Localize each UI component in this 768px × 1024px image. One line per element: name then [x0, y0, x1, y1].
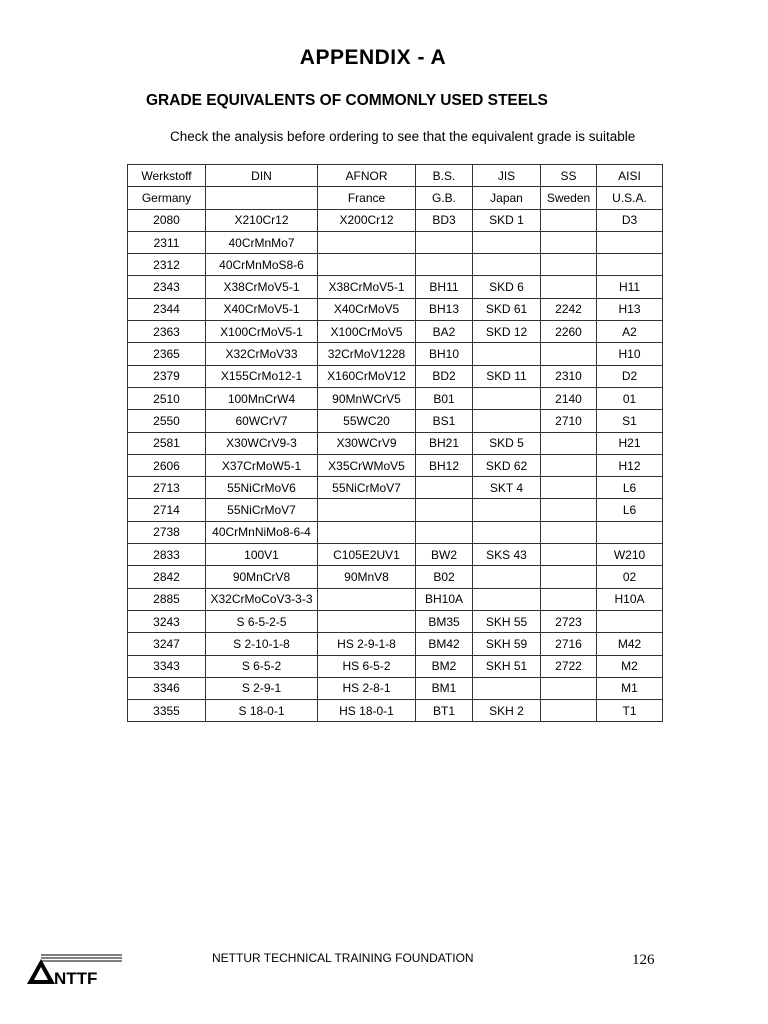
table-row: [128, 677, 663, 699]
table-cell: 100V1: [206, 544, 318, 566]
table-cell: [473, 677, 541, 699]
table-cell: SKH 59: [473, 633, 541, 655]
table-cell: X100CrMoV5: [318, 321, 416, 343]
table-cell: [541, 343, 597, 365]
table-cell: B01: [416, 387, 473, 409]
table-cell: AISI: [597, 165, 663, 187]
table-cell: SKD 12: [473, 321, 541, 343]
table-cell: AFNOR: [318, 165, 416, 187]
table-cell: S1: [597, 410, 663, 432]
table-cell: 02: [597, 566, 663, 588]
table-row: [128, 209, 663, 231]
table-cell: B02: [416, 566, 473, 588]
table-cell: [541, 588, 597, 610]
table-cell: [473, 254, 541, 276]
table-cell: 2310: [541, 365, 597, 387]
table-cell: [541, 454, 597, 476]
table-cell: BH11: [416, 276, 473, 298]
table-row: [128, 655, 663, 677]
table-cell: 90MnCrV8: [206, 566, 318, 588]
table-cell: 60WCrV7: [206, 410, 318, 432]
table-cell: BH10: [416, 343, 473, 365]
table-cell: S 2-10-1-8: [206, 633, 318, 655]
table-cell: BT1: [416, 700, 473, 722]
table-cell: 90MnV8: [318, 566, 416, 588]
table-cell: H10A: [597, 588, 663, 610]
table-cell: 40CrMnMoS8-6: [206, 254, 318, 276]
table-cell: SKT 4: [473, 477, 541, 499]
table-row: [128, 298, 663, 320]
table-cell: SS: [541, 165, 597, 187]
table-cell: 3343: [128, 655, 206, 677]
table-row: [128, 454, 663, 476]
table-cell: BS1: [416, 410, 473, 432]
table-cell: 55WC20: [318, 410, 416, 432]
table-cell: S 18-0-1: [206, 700, 318, 722]
table-cell: X32CrMoV33: [206, 343, 318, 365]
table-row: [128, 544, 663, 566]
page-title: APPENDIX - A: [299, 46, 447, 69]
table-cell: 2080: [128, 209, 206, 231]
table-cell: 2140: [541, 387, 597, 409]
table-cell: [318, 610, 416, 632]
table-cell: 2363: [128, 321, 206, 343]
header-row: [128, 187, 663, 209]
table-cell: 3355: [128, 700, 206, 722]
table-cell: D3: [597, 209, 663, 231]
table-cell: SKS 43: [473, 544, 541, 566]
table-cell: [541, 209, 597, 231]
table-cell: 40CrMnMo7: [206, 231, 318, 253]
table-cell: [473, 343, 541, 365]
table-row: [128, 521, 663, 543]
table-cell: [541, 566, 597, 588]
table-row: [128, 410, 663, 432]
table-cell: 2365: [128, 343, 206, 365]
table-cell: [473, 387, 541, 409]
table-cell: M42: [597, 633, 663, 655]
table-cell: 3346: [128, 677, 206, 699]
table-cell: T1: [597, 700, 663, 722]
table-cell: SKD 6: [473, 276, 541, 298]
table-cell: [318, 231, 416, 253]
table-cell: SKD 5: [473, 432, 541, 454]
table-cell: X200Cr12: [318, 209, 416, 231]
footer-organization: NETTUR TECHNICAL TRAINING FOUNDATION: [212, 951, 474, 965]
table-cell: X210Cr12: [206, 209, 318, 231]
table-cell: BH12: [416, 454, 473, 476]
table-cell: [473, 499, 541, 521]
table-cell: BW2: [416, 544, 473, 566]
table-cell: 2885: [128, 588, 206, 610]
table-cell: S 6-5-2-5: [206, 610, 318, 632]
nttf-triangle-logo-icon: [24, 950, 124, 990]
table-cell: X30WCrV9: [318, 432, 416, 454]
table-cell: [541, 432, 597, 454]
table-cell: HS 2-8-1: [318, 677, 416, 699]
table-cell: [416, 477, 473, 499]
table-row: [128, 499, 663, 521]
page-number: 126: [632, 952, 655, 968]
nttf-logo: [24, 950, 124, 990]
table-cell: X38CrMoV5-1: [206, 276, 318, 298]
table-cell: BH21: [416, 432, 473, 454]
table-cell: 2714: [128, 499, 206, 521]
table-cell: C105E2UV1: [318, 544, 416, 566]
table-cell: 55NiCrMoV7: [206, 499, 318, 521]
table-cell: BD2: [416, 365, 473, 387]
table-cell: X32CrMoCoV3-3-3: [206, 588, 318, 610]
table-cell: HS 18-0-1: [318, 700, 416, 722]
table-cell: [318, 499, 416, 521]
table-cell: 2260: [541, 321, 597, 343]
table-cell: [206, 187, 318, 209]
table-cell: 2344: [128, 298, 206, 320]
table-row: [128, 321, 663, 343]
table-cell: SKD 11: [473, 365, 541, 387]
table-cell: X38CrMoV5-1: [318, 276, 416, 298]
table-cell: X40CrMoV5: [318, 298, 416, 320]
table-cell: [473, 410, 541, 432]
table-cell: 2311: [128, 231, 206, 253]
table-cell: BM1: [416, 677, 473, 699]
table-cell: [473, 231, 541, 253]
table-row: [128, 633, 663, 655]
table-cell: DIN: [206, 165, 318, 187]
table-cell: 01: [597, 387, 663, 409]
table-cell: [541, 254, 597, 276]
table-cell: S 6-5-2: [206, 655, 318, 677]
table-cell: BM2: [416, 655, 473, 677]
table-cell: X40CrMoV5-1: [206, 298, 318, 320]
table-row: [128, 365, 663, 387]
table-cell: 2833: [128, 544, 206, 566]
table-cell: [597, 231, 663, 253]
table-cell: A2: [597, 321, 663, 343]
table-cell: BH13: [416, 298, 473, 320]
table-cell: 32CrMoV1228: [318, 343, 416, 365]
table-cell: [541, 276, 597, 298]
table-cell: Sweden: [541, 187, 597, 209]
table-cell: [473, 521, 541, 543]
table-cell: [541, 499, 597, 521]
table-row: [128, 700, 663, 722]
table-cell: D2: [597, 365, 663, 387]
table-cell: H21: [597, 432, 663, 454]
table-row: [128, 588, 663, 610]
table-cell: S 2-9-1: [206, 677, 318, 699]
table-cell: [597, 254, 663, 276]
table-cell: 2510: [128, 387, 206, 409]
table-cell: X100CrMoV5-1: [206, 321, 318, 343]
table-cell: SKH 51: [473, 655, 541, 677]
table-row: [128, 432, 663, 454]
table-cell: 2242: [541, 298, 597, 320]
table-cell: [416, 231, 473, 253]
table-cell: 3243: [128, 610, 206, 632]
table-cell: H12: [597, 454, 663, 476]
table-cell: M2: [597, 655, 663, 677]
table-cell: 2312: [128, 254, 206, 276]
table-cell: B.S.: [416, 165, 473, 187]
table-cell: [597, 521, 663, 543]
table-cell: France: [318, 187, 416, 209]
table-cell: G.B.: [416, 187, 473, 209]
table-cell: [541, 700, 597, 722]
section-subtitle: GRADE EQUIVALENTS OF COMMONLY USED STEELS: [146, 92, 548, 109]
table-cell: 2343: [128, 276, 206, 298]
table-cell: [541, 231, 597, 253]
table-cell: [318, 588, 416, 610]
table-row: [128, 477, 663, 499]
table-cell: 2581: [128, 432, 206, 454]
logo-text: NTTF: [54, 969, 98, 988]
table-cell: 40CrMnNiMo8-6-4: [206, 521, 318, 543]
table-cell: 2550: [128, 410, 206, 432]
table-cell: SKD 61: [473, 298, 541, 320]
table-cell: BD3: [416, 209, 473, 231]
table-cell: 2710: [541, 410, 597, 432]
table-cell: SKH 55: [473, 610, 541, 632]
table-cell: SKD 1: [473, 209, 541, 231]
table-cell: [416, 499, 473, 521]
table-cell: L6: [597, 499, 663, 521]
table-cell: W210: [597, 544, 663, 566]
table-cell: X160CrMoV12: [318, 365, 416, 387]
table-cell: 2606: [128, 454, 206, 476]
grade-equivalents-table: [127, 164, 663, 722]
table-cell: BA2: [416, 321, 473, 343]
table-cell: 2713: [128, 477, 206, 499]
table-cell: U.S.A.: [597, 187, 663, 209]
table-cell: BH10A: [416, 588, 473, 610]
table-cell: X30WCrV9-3: [206, 432, 318, 454]
table-cell: [541, 677, 597, 699]
table-cell: L6: [597, 477, 663, 499]
table-cell: 2842: [128, 566, 206, 588]
table-cell: X155CrMo12-1: [206, 365, 318, 387]
table-row: [128, 387, 663, 409]
table-cell: 100MnCrW4: [206, 387, 318, 409]
table-cell: [541, 521, 597, 543]
table-cell: [318, 254, 416, 276]
table-cell: HS 2-9-1-8: [318, 633, 416, 655]
table-body: [128, 165, 663, 722]
table-row: [128, 343, 663, 365]
table-row: [128, 566, 663, 588]
table-cell: 3247: [128, 633, 206, 655]
table-cell: M1: [597, 677, 663, 699]
table-cell: Japan: [473, 187, 541, 209]
table-cell: JIS: [473, 165, 541, 187]
table-cell: BM42: [416, 633, 473, 655]
table-cell: [541, 544, 597, 566]
table-cell: 2723: [541, 610, 597, 632]
table-row: [128, 610, 663, 632]
table-row: [128, 254, 663, 276]
advisory-note: Check the analysis before ordering to see that the equivalent grade is suitable: [170, 129, 636, 144]
table-cell: 55NiCrMoV6: [206, 477, 318, 499]
table-cell: H10: [597, 343, 663, 365]
table-cell: HS 6-5-2: [318, 655, 416, 677]
table-cell: 90MnWCrV5: [318, 387, 416, 409]
table-cell: 2738: [128, 521, 206, 543]
table-cell: H13: [597, 298, 663, 320]
table-cell: BM35: [416, 610, 473, 632]
table-cell: [473, 566, 541, 588]
table-cell: [416, 254, 473, 276]
table-cell: [416, 521, 473, 543]
table-cell: 2722: [541, 655, 597, 677]
table-cell: [597, 610, 663, 632]
table-cell: Werkstoff: [128, 165, 206, 187]
table-cell: 2379: [128, 365, 206, 387]
table-cell: SKD 62: [473, 454, 541, 476]
table-row: [128, 231, 663, 253]
table-row: [128, 276, 663, 298]
table-cell: X37CrMoW5-1: [206, 454, 318, 476]
table-cell: 2716: [541, 633, 597, 655]
header-row: [128, 165, 663, 187]
table-cell: [318, 521, 416, 543]
table-cell: 55NiCrMoV7: [318, 477, 416, 499]
table-cell: [473, 588, 541, 610]
table-cell: [541, 477, 597, 499]
table-cell: X35CrWMoV5: [318, 454, 416, 476]
table-cell: Germany: [128, 187, 206, 209]
table-cell: SKH 2: [473, 700, 541, 722]
table-cell: H11: [597, 276, 663, 298]
